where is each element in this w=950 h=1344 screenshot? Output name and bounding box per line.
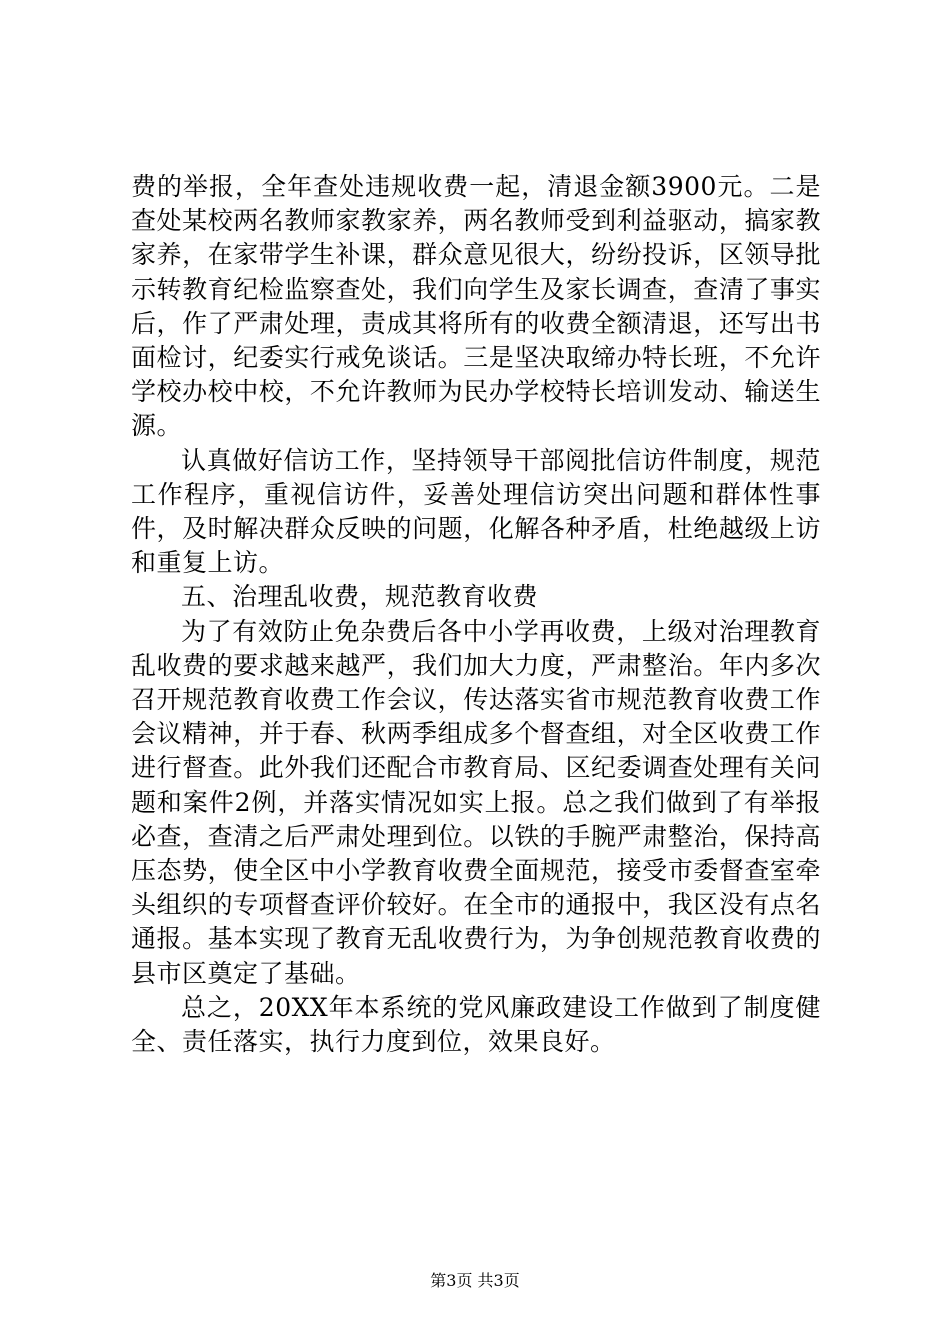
section-heading: 五、治理乱收费，规范教育收费 bbox=[181, 582, 539, 612]
page-number-footer: 第3页 共3页 bbox=[430, 1271, 520, 1290]
document-body bbox=[131, 170, 821, 1059]
paragraph-2: 认真做好信访工作，坚持领导干部阅批信访件制度，规范工作程序，重视信访件，妥善处理信访突出问题和群体性事件，及时解决群众反映的问题，化解各种矛盾，杜绝越级上访和重复上访。 bbox=[131, 445, 821, 578]
paragraph-1: 费的举报，全年查处违规收费一起，清退金额3900元。二是查处某校两名教师家教家养，两名教师受到利益驱动，搞家教家养，在家带学生补课，群众意见很大，纷纷投诉，区领导批示转教育纪检监察查处，我们向学生及家长调查，查清了事实后，作了严肃处理，责成其将所有的收费全额清退，还写出书面检讨，纪委实行戒免谈话。三是坚决取缔办特长班，不允许学校办校中校，不允许教师为民办学校特长培训发动、输送生源。 bbox=[131, 172, 821, 441]
paragraph-3: 为了有效防止免杂费后各中小学再收费，上级对治理教育乱收费的要求越来越严，我们加大力度，严肃整治。年内多次召开规范教育收费工作会议，传达落实省市规范教育收费工作会议精神，并于春、秋两季组成多个督查组，对全区收费工作进行督查。此外我们还配合市教育局、区纪委调查处理有关问题和案件2例，并落实情况如实上报。总之我们做到了有举报必查，查清之后严肃处理到位。以铁的手腕严肃整治，保持高压态势，使全区中小学教育收费全面规范，接受市委督查室牵头组织的专项督查评价较好。在全市的通报中，我区没有点名通报。基本实现了教育无乱收费行为，为争创规范教育收费的县市区奠定了基础。 bbox=[131, 616, 821, 988]
paragraph-4: 总之，20XX年本系统的党风廉政建设工作做到了制度健全、责任落实，执行力度到位，效果良好。 bbox=[131, 992, 821, 1057]
